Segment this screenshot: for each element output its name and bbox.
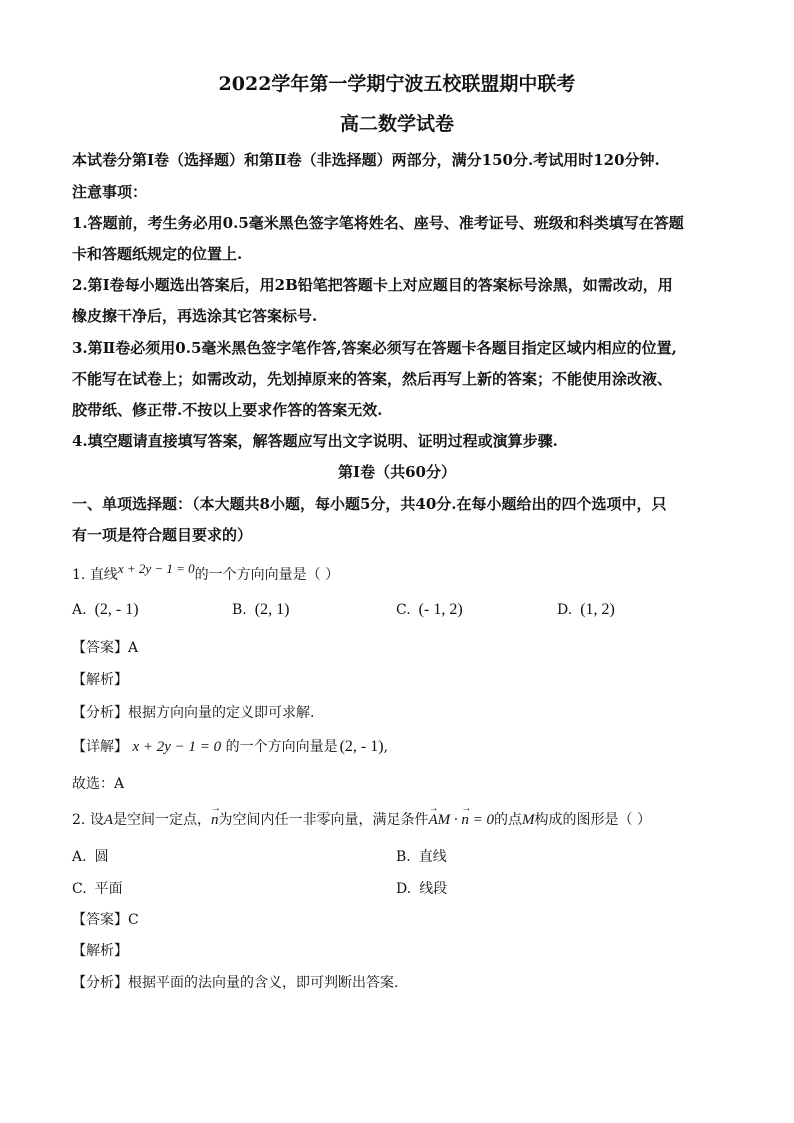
note-1-line-2: 卡和答题纸规定的位置上.	[72, 245, 243, 263]
notes-heading: 注意事项：	[72, 183, 148, 201]
q2-option-d	[396, 878, 447, 898]
q1-option-b-label: B.	[232, 602, 247, 618]
q2-option-a	[72, 846, 109, 866]
q1-option-a-label: A.	[72, 602, 87, 618]
q2-option-c-label: C.	[72, 881, 87, 897]
q1-option-c-label: C.	[396, 602, 411, 618]
section-1-instruction-line-1: 一、单项选择题：（本大题共8小题，每小题5分，共40分.在每小题给出的四个选项中，只	[72, 495, 667, 513]
q1-detail-end: ,	[383, 739, 389, 755]
q1-option-a-value: (2, - 1)	[94, 601, 139, 618]
q1-detail-value: (2, - 1)	[339, 738, 384, 755]
question-1-post: 的一个方向向量是（ ）	[194, 567, 340, 583]
q2-option-a-value: 圆	[94, 849, 109, 865]
question-1-pre: 直线	[89, 567, 118, 583]
q1-option-c-value: (- 1, 2)	[418, 601, 463, 618]
q2-analysis-tag: 【解析】	[72, 943, 128, 959]
q2-option-a-label: A.	[72, 849, 87, 865]
dot-product-symbol: ·	[450, 812, 462, 828]
q1-detail-tag: 【详解】	[72, 739, 128, 755]
note-4: 4.填空题请直接填写答案，解答题应写出文字说明、证明过程或演算步骤.	[72, 432, 558, 450]
question-1-number: 1.	[72, 567, 86, 583]
exam-subtitle: 高二数学试卷	[339, 113, 454, 135]
note-3-line-1: 3.第Ⅱ卷必须用0.5毫米黑色签字笔作答,答案必须写在答题卡各题目指定区域内相应的位置,	[72, 339, 677, 357]
exam-intro: 本试卷分第Ⅰ卷（选择题）和第Ⅱ卷（非选择题）两部分，满分150分.考试用时120分钟.	[72, 151, 660, 169]
note-3-line-2: 不能写在试卷上；如需改动，先划掉原来的答案，然后再写上新的答案；不能使用涂改液、	[72, 370, 673, 388]
q1-option-c	[396, 601, 463, 619]
q1-option-d-value: (1, 2)	[580, 601, 615, 618]
question-2-part-5: 构成的图形是（ ）	[534, 812, 651, 828]
question-2-part-3: 为空间内任一非零向量，满足条件	[218, 812, 429, 828]
q1-analysis-tag: 【解析】	[72, 672, 128, 688]
exam-title: 2022学年第一学期宁波五校联盟期中联考	[218, 73, 576, 95]
question-1-stem	[72, 561, 340, 585]
note-2-line-1: 2.第Ⅰ卷每小题选出答案后，用2B铅笔把答题卡上对应题目的答案标号涂黑，如需改动，用	[72, 276, 673, 294]
equals-zero: = 0	[468, 812, 495, 828]
q1-option-a	[72, 601, 139, 619]
q2-option-b	[396, 846, 447, 866]
q1-answer: 【答案】A	[72, 640, 139, 656]
question-2-stem	[72, 810, 651, 830]
q1-detail-mid: 的一个方向向量是	[225, 739, 338, 755]
q1-detail	[72, 737, 388, 757]
q1-option-d-label: D.	[557, 602, 573, 618]
question-1-equation: x + 2y − 1 = 0	[117, 561, 195, 576]
q2-option-b-label: B.	[396, 849, 411, 865]
vector-n-symbol: → n	[211, 810, 219, 830]
q2-answer: 【答案】C	[72, 912, 139, 928]
section-1-title: 第Ⅰ卷（共60分）	[338, 463, 456, 481]
q2-option-c	[72, 878, 123, 898]
vector-n-symbol-2: → n	[461, 810, 469, 830]
question-2-part-2: 是空间一定点，	[112, 812, 211, 828]
question-2-part-1: 设	[89, 812, 104, 828]
q2-option-d-value: 线段	[419, 881, 448, 897]
q2-option-b-value: 直线	[418, 849, 447, 865]
note-2-line-2: 橡皮擦干净后，再选涂其它答案标号.	[72, 307, 318, 325]
q1-option-b-value: (2, 1)	[254, 601, 290, 618]
vector-am-symbol: → AM	[428, 810, 450, 830]
q1-fenxi: 【分析】根据方向向量的定义即可求解.	[72, 705, 315, 721]
q2-option-c-value: 平面	[94, 881, 123, 897]
q1-option-d	[557, 601, 615, 619]
q1-detail-equation: x + 2y − 1 = 0	[132, 739, 222, 755]
q2-fenxi: 【分析】根据平面的法向量的含义，即可判断出答案.	[72, 975, 399, 991]
q1-option-b	[232, 601, 289, 619]
q1-conclusion: 故选：A	[72, 776, 125, 792]
note-1-line-1: 1.答题前，考生务必用0.5毫米黑色签字笔将姓名、座号、准考证号、班级和科类填写在答题	[72, 214, 684, 232]
q2-option-d-label: D.	[396, 881, 412, 897]
section-1-instruction-line-2: 有一项是符合题目要求的）	[72, 526, 253, 544]
question-2-part-4: 的点	[494, 812, 523, 828]
point-a-symbol: A	[103, 812, 113, 828]
question-2-number: 2.	[72, 812, 86, 828]
note-3-line-3: 胶带纸、修正带.不按以上要求作答的答案无效.	[72, 401, 383, 419]
point-m-symbol: M	[522, 812, 535, 828]
